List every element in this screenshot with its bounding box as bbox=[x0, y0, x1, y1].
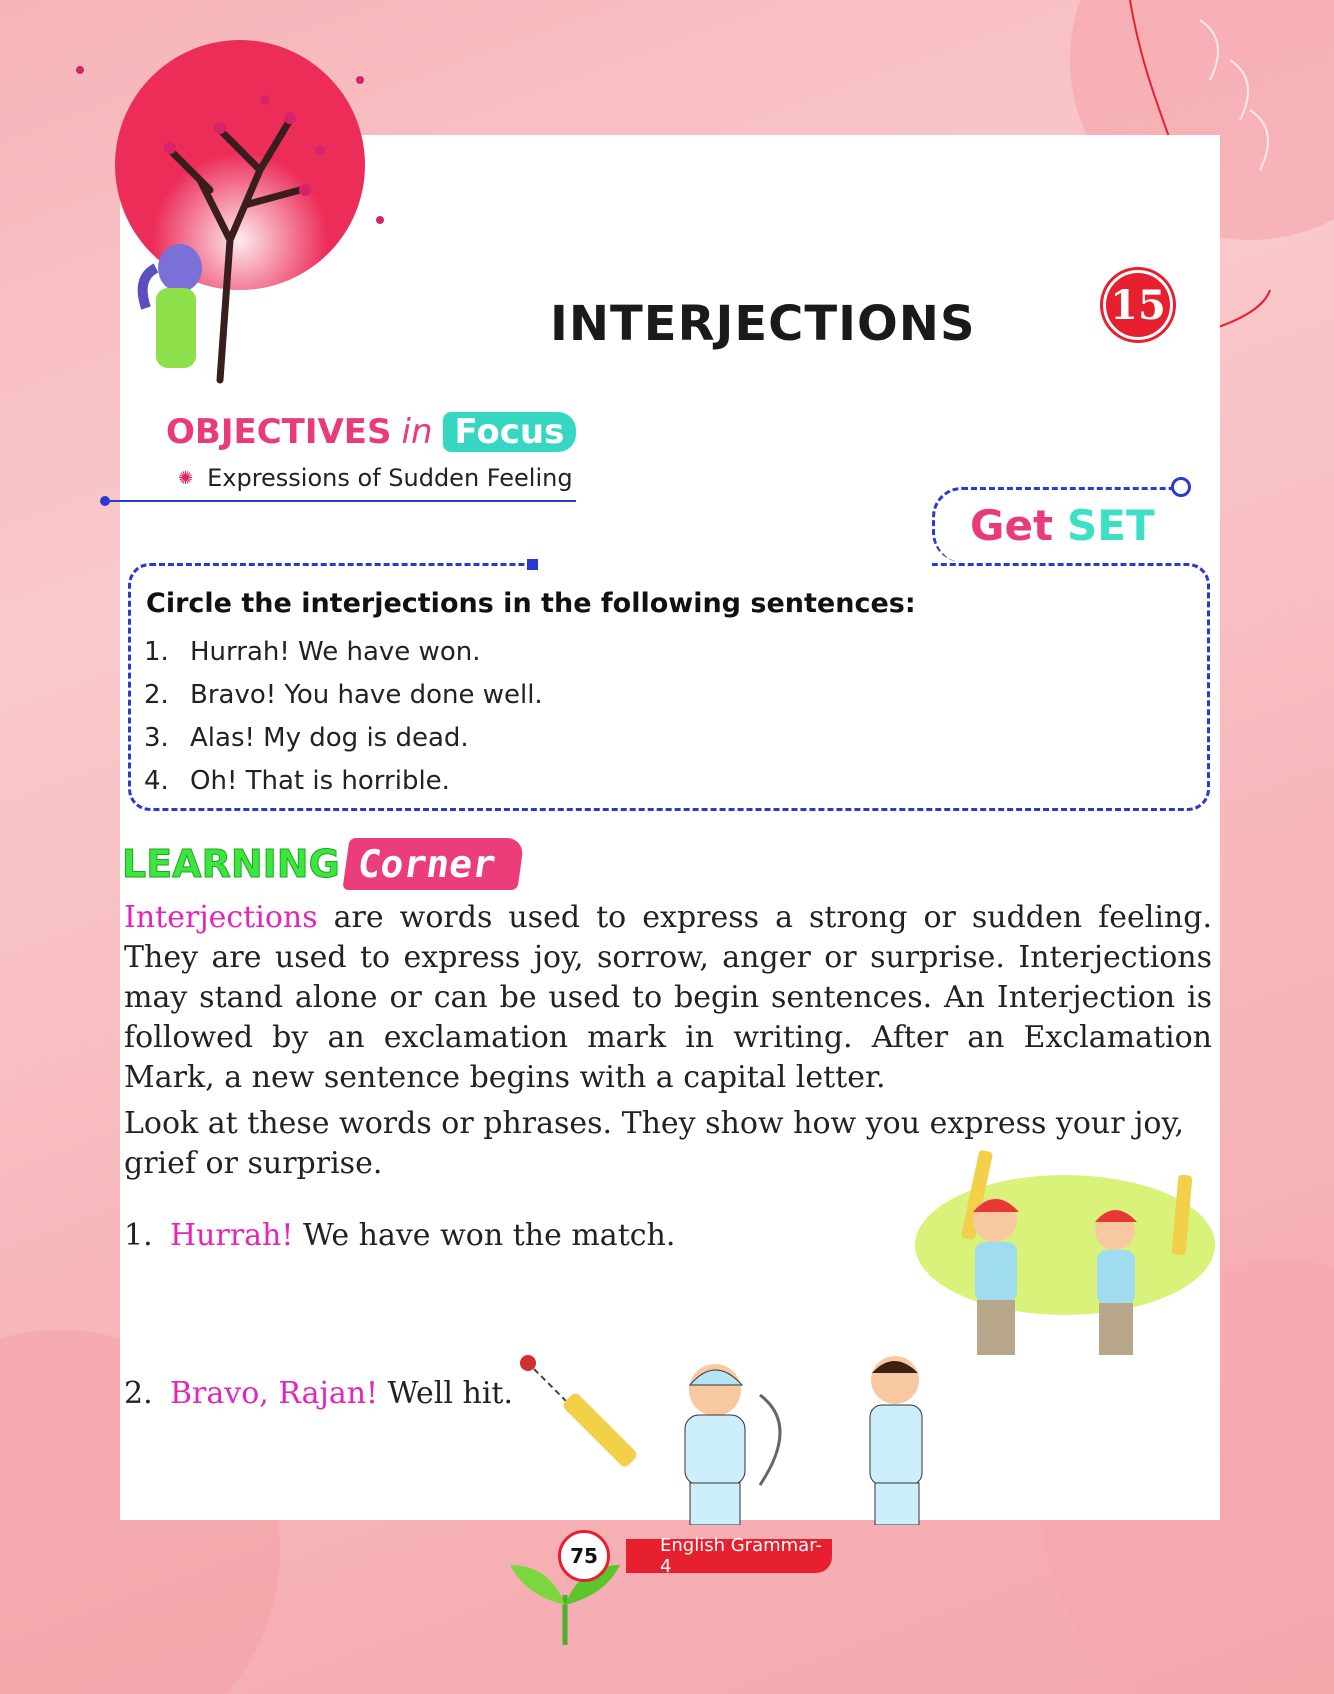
objectives-word: OBJECTIVES bbox=[166, 412, 392, 452]
tree-girl-illustration bbox=[60, 40, 390, 390]
definition-paragraph bbox=[124, 898, 1212, 1098]
book-title-label: English Grammar-4 bbox=[626, 1539, 832, 1573]
page-title: INTERJECTIONS bbox=[550, 296, 976, 352]
objectives-underline-dot bbox=[100, 496, 110, 506]
definition-text: are words used to express a strong or sudden feeling. They are used to express joy, sorrow, anger or surprise. Interjections may stand alone or can be used to begin sentences. An Interjection is followed by an exclamation mark in writing. After an Exclamation Mark, a new sentence begins with a capital letter. bbox=[124, 900, 1212, 1095]
exercise-item-text: Bravo! You have done well. bbox=[190, 679, 543, 710]
intro-paragraph: Look at these words or phrases. They show how you express your joy, grief or surprise. bbox=[124, 1106, 1184, 1181]
exercise-item bbox=[144, 759, 543, 802]
exercise-item-number: 4. bbox=[144, 765, 169, 796]
getset-ring-icon bbox=[1171, 477, 1191, 497]
exercise-list bbox=[144, 630, 543, 802]
exercise-item-number: 2. bbox=[144, 679, 169, 710]
exercise-item bbox=[144, 630, 543, 673]
gear-bullet-icon: ✺ bbox=[178, 467, 194, 489]
objective-item bbox=[178, 462, 573, 494]
definition-keyword: Interjections bbox=[124, 900, 318, 935]
exercise-corner-square bbox=[527, 559, 538, 570]
example-interjection: Bravo, Rajan! bbox=[170, 1376, 379, 1411]
exercise-item-text: Alas! My dog is dead. bbox=[190, 722, 469, 753]
exercise-heading: Circle the interjections in the following sentences: bbox=[146, 588, 916, 619]
page-number-badge: 75 bbox=[558, 1530, 610, 1582]
example-number: 2. bbox=[124, 1376, 153, 1411]
exercise-item-number: 3. bbox=[144, 722, 169, 753]
learning-corner-heading bbox=[122, 838, 521, 890]
exercise-item bbox=[144, 716, 543, 759]
objective-item-text: Expressions of Sudden Feeling bbox=[207, 464, 573, 492]
objectives-focus-word: Focus bbox=[443, 412, 577, 452]
example-number: 1. bbox=[124, 1218, 153, 1253]
exercise-item-text: Hurrah! We have won. bbox=[190, 636, 481, 667]
exercise-item-number: 1. bbox=[144, 636, 169, 667]
get-word: Get bbox=[970, 500, 1054, 550]
corner-word: Corner bbox=[342, 838, 525, 890]
getset-heading bbox=[970, 497, 1155, 553]
exercise-box-gap bbox=[532, 558, 932, 568]
chapter-number-badge: 15 bbox=[1103, 270, 1173, 340]
objectives-heading bbox=[166, 412, 576, 452]
cricket-batsman-illustration bbox=[510, 1345, 970, 1525]
example-sentence bbox=[124, 1376, 513, 1411]
example-rest: We have won the match. bbox=[293, 1218, 676, 1253]
learning-word: LEARNING bbox=[122, 842, 340, 886]
exercise-item bbox=[144, 673, 543, 716]
celebrating-boys-illustration bbox=[915, 1150, 1215, 1360]
example-interjection: Hurrah! bbox=[170, 1218, 294, 1253]
set-word: SET bbox=[1067, 500, 1155, 550]
objectives-underline bbox=[104, 500, 576, 502]
exercise-item-text: Oh! That is horrible. bbox=[190, 765, 450, 796]
example-sentence bbox=[124, 1218, 675, 1253]
example-rest: Well hit. bbox=[378, 1376, 514, 1411]
objectives-in-word: in bbox=[401, 412, 433, 452]
